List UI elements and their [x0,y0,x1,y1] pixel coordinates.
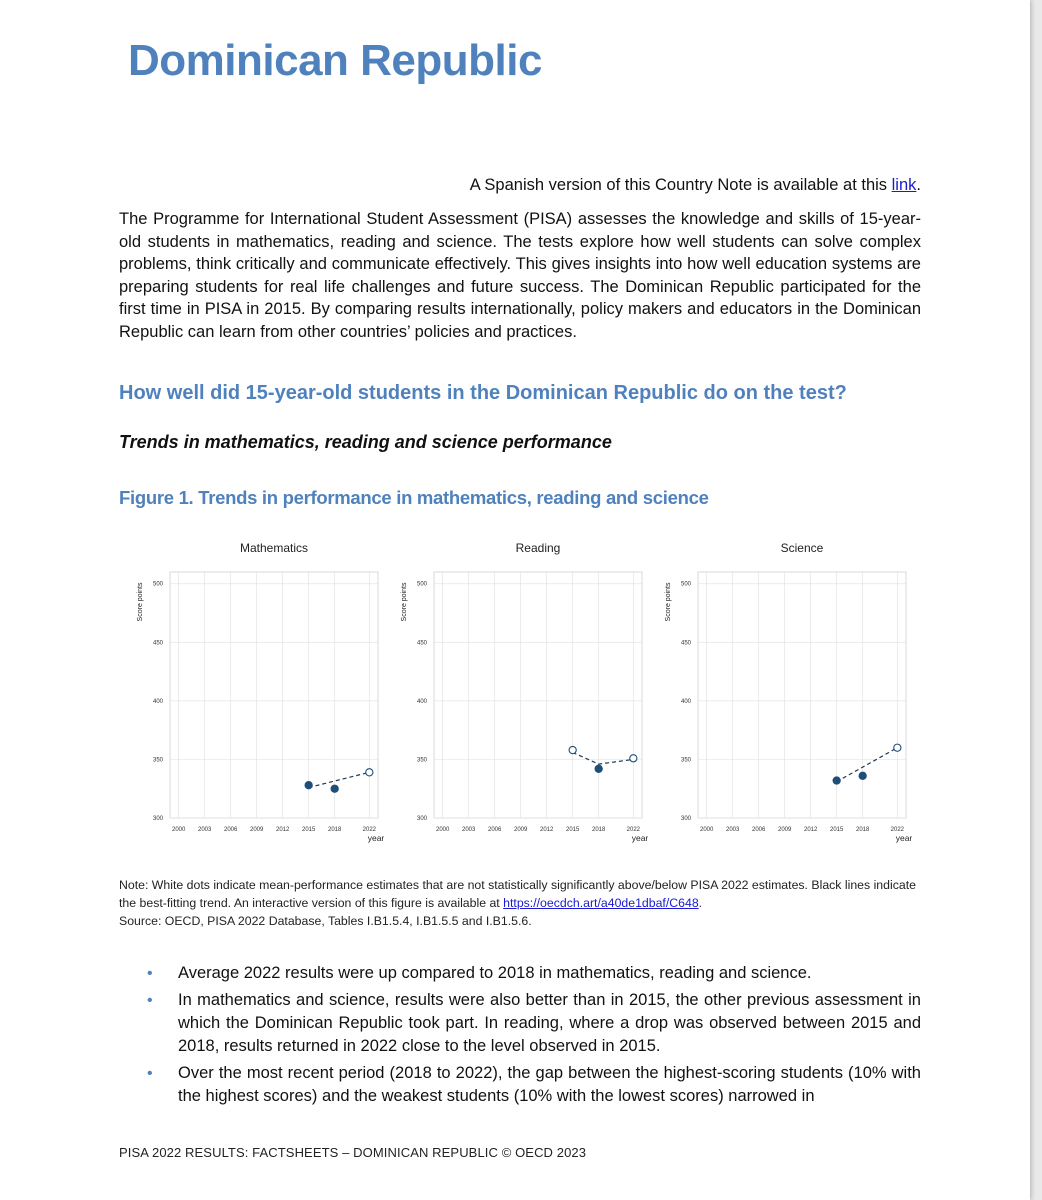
list-item [119,1062,921,1108]
y-tick-label: 500 [416,581,427,588]
x-tick-label: 2003 [197,827,212,833]
y-tick-label: 450 [416,640,427,647]
data-point-open [630,755,637,762]
spanish-note-text: A Spanish version of this Country Note is available at this [469,176,892,194]
note-interactive-link[interactable]: https://oecdch.art/a40de1dbaf/C648 [503,896,699,910]
y-tick-label: 450 [152,640,163,647]
x-tick-label: 2009 [249,827,264,833]
chart-title-reading: Reading [515,541,561,555]
x-tick-label: 2015 [301,827,316,833]
x-tick-label: 2000 [699,827,714,833]
data-point-filled [833,777,840,784]
chart-reading [394,560,654,850]
x-axis-label: year [895,833,913,843]
y-tick-label: 400 [416,698,427,705]
x-tick-label: 2022 [890,827,905,833]
x-tick-label: 2006 [223,827,238,833]
bullet-icon: • [147,965,153,982]
x-tick-label: 2009 [777,827,792,833]
y-tick-label: 500 [152,581,163,588]
data-point-filled [331,785,338,792]
key-findings-list [119,962,921,1112]
chart-title-mathematics: Mathematics [239,541,309,555]
data-point-filled [859,772,866,779]
x-tick-label: 2022 [626,827,641,833]
x-tick-label: 2006 [487,827,502,833]
page-footer: PISA 2022 RESULTS: FACTSHEETS – DOMINICAN REPUBLIC © OECD 2023 [119,1145,587,1160]
chart-title-science: Science [780,541,824,555]
y-tick-label: 350 [680,757,691,764]
data-point-filled [305,782,312,789]
y-tick-label: 400 [152,698,163,705]
x-tick-label: 2006 [751,827,766,833]
y-tick-label: 300 [680,816,691,822]
bullet-text: Over the most recent period (2018 to 2022), the gap between the highest-scoring students (10% with the highest scores) and the weakest students (10% with the lowest scores) narrowed in [178,1064,921,1105]
x-tick-label: 2015 [565,827,580,833]
page-title: Dominican Republic [128,36,542,85]
y-tick-label: 400 [680,698,691,705]
x-tick-label: 2018 [855,827,870,833]
note-text: Note: White dots indicate mean-performance estimates that are not statistically significantly above/below PISA 2022 estimates. Black lines indicate the best-fitting trend. An interactive version of this figure is available at [119,878,916,910]
subsection-heading: Trends in mathematics, reading and science performance [119,432,612,452]
x-tick-label: 2018 [591,827,606,833]
y-tick-label: 500 [680,581,691,588]
plot-area [170,572,378,818]
y-tick-label: 350 [416,757,427,764]
bullet-text: Average 2022 results were up compared to 2018 in mathematics, reading and science. [178,964,812,982]
x-tick-label: 2000 [171,827,186,833]
x-tick-label: 2009 [513,827,528,833]
x-tick-label: 2012 [275,827,290,833]
x-axis-label: year [367,833,385,843]
figure-title: Figure 1. Trends in performance in mathematics, reading and science [119,487,709,508]
y-tick-label: 350 [152,757,163,764]
chart-science [658,560,918,850]
y-axis-label: Score points [137,582,144,622]
plot-area [698,572,906,818]
figure-note [119,876,924,930]
plot-area [434,572,642,818]
section-heading: How well did 15-year-old students in the Dominican Republic do on the test? [119,382,847,404]
data-point-filled [595,765,602,772]
list-item [119,962,921,985]
x-tick-label: 2003 [461,827,476,833]
bullet-icon: • [147,992,153,1009]
chart-mathematics [130,560,390,850]
y-tick-label: 300 [416,816,427,822]
data-point-open [894,744,901,751]
x-tick-label: 2018 [327,827,342,833]
y-tick-label: 450 [680,640,691,647]
x-tick-label: 2012 [803,827,818,833]
y-tick-label: 300 [152,816,163,822]
x-tick-label: 2015 [829,827,844,833]
note-source: Source: OECD, PISA 2022 Database, Tables I.B1.5.4, I.B1.5.5 and I.B1.5.6. [119,914,532,928]
list-item [119,989,921,1058]
y-axis-label: Score points [401,582,408,622]
bullet-text: In mathematics and science, results were also better than in 2015, the other previous assessment in which the Dominican Republic took part. In reading, where a drop was observed between 2015 and 2018, results returned in 2022 close to the level observed in 2015. [178,991,921,1055]
spanish-note-end: . [916,176,921,194]
bullet-icon: • [147,1065,153,1082]
data-point-open [366,769,373,776]
data-point-open [569,746,576,753]
intro-paragraph: The Programme for International Student Assessment (PISA) assesses the knowledge and skills of 15-year-old students in mathematics, reading and science. The tests explore how well students can solve complex problems, think critically and communicate effectively. This gives insights into how well education systems are preparing students for real life challenges and future success. The Dominican Republic participated for the first time in PISA in 2015. By comparing results internationally, policy makers and educators in the Dominican Republic can learn from other countries’ policies and practices. [119,210,921,341]
note-text-end: . [698,896,703,910]
x-tick-label: 2000 [435,827,450,833]
x-tick-label: 2012 [539,827,554,833]
spanish-version-note [470,176,921,195]
x-tick-label: 2003 [725,827,740,833]
y-axis-label: Score points [665,582,672,622]
x-axis-label: year [631,833,649,843]
spanish-version-link[interactable]: link [891,176,917,194]
x-tick-label: 2022 [362,827,377,833]
